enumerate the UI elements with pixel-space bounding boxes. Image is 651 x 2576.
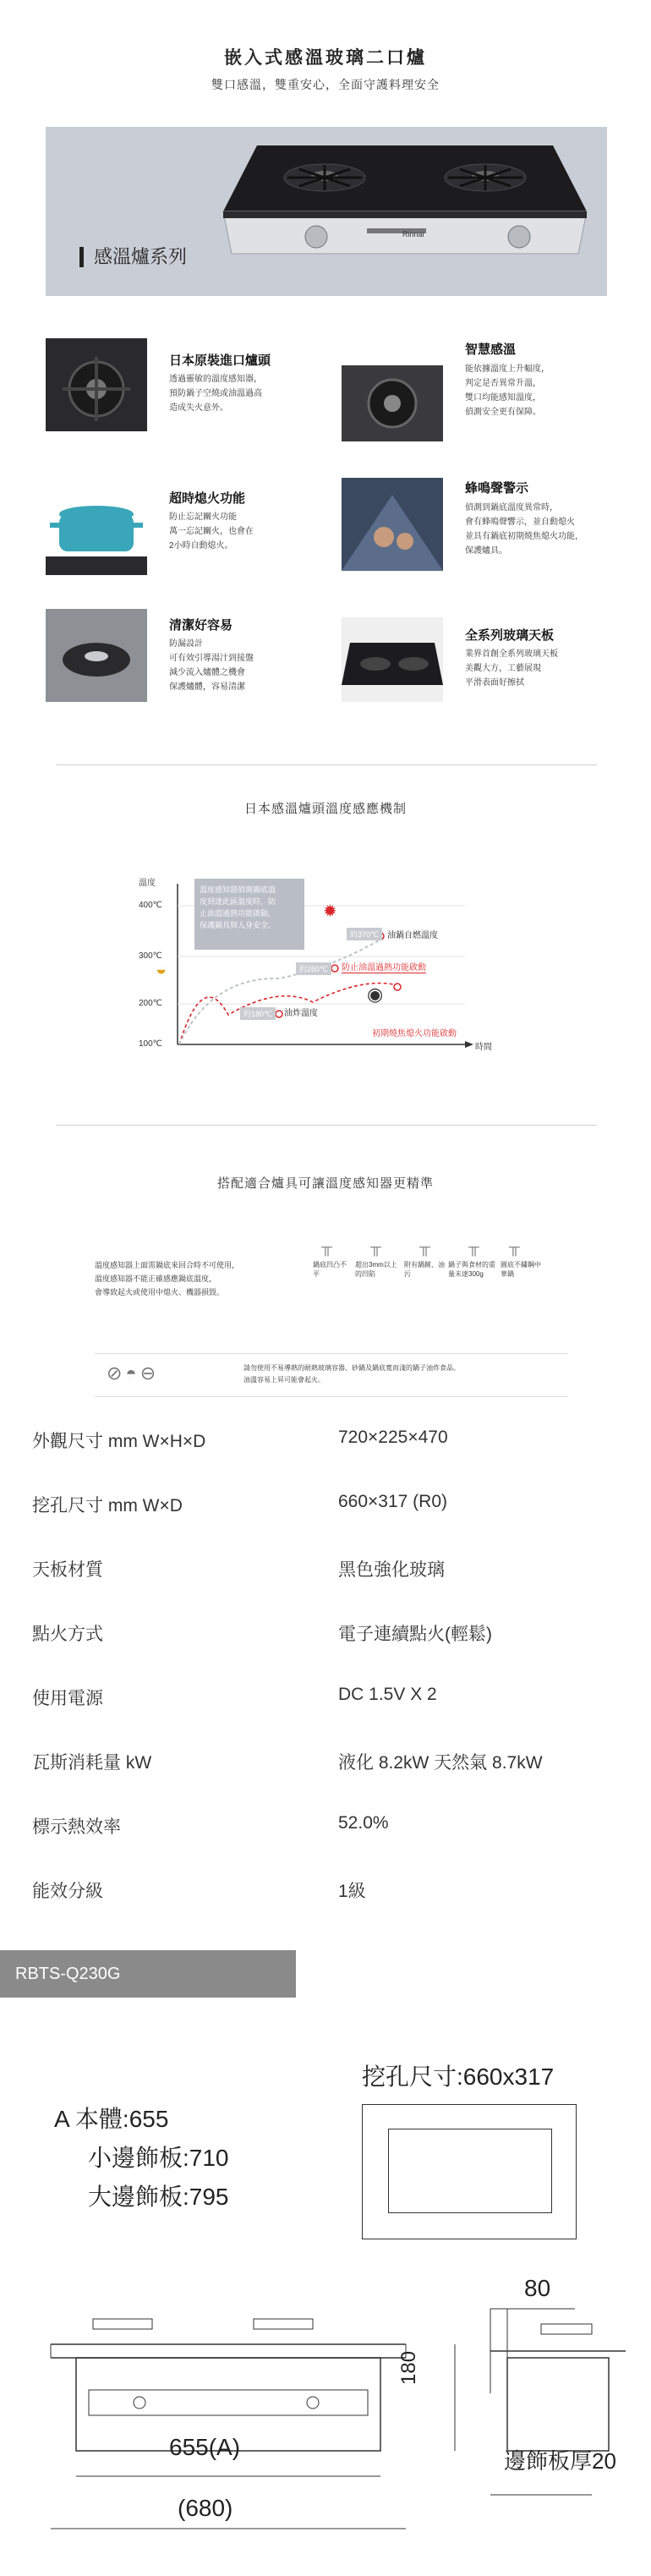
dim-cutout: 挖孔尺寸:660x317 — [362, 2064, 555, 2090]
autoignition-label: 油鍋自燃溫度 — [387, 931, 438, 940]
feature-desc: 透過靈敏的溫度感知器， 預防鍋子空燒或油溫過高 造成失火意外。 — [169, 375, 262, 413]
series-label: 感溫爐系列 — [79, 247, 187, 267]
dim-depth: 80 — [524, 2275, 551, 2301]
temp-point-260: 約260℃ — [296, 962, 331, 975]
cookware-item: 超出3mm以上的凹陷 — [355, 1261, 397, 1278]
spec-label: 外觀尺寸 mm W×H×D — [32, 1432, 206, 1451]
pan-icon: ╥ — [468, 1238, 479, 1255]
overheat-label: 防止油溫過熱功能啟動 — [342, 960, 426, 973]
cutout-inner — [388, 2129, 552, 2213]
brand-badge: Rinnai — [402, 230, 424, 238]
pan-icon: ╥ — [509, 1238, 520, 1255]
spec-value: 1級 — [338, 1882, 366, 1901]
section-divider — [56, 1125, 597, 1126]
feature-desc: 偵測到鍋底溫度異常時， 會有蜂鳴聲響示，並自動熄火 並具有鍋底初期燒焦熄火功能， 保護爐具。 — [465, 503, 583, 556]
pot-image — [46, 482, 147, 575]
spec-value: 720×225×470 — [338, 1428, 448, 1447]
dim-trim-thickness: 邊飾板厚20 — [504, 2448, 616, 2474]
spec-label: 能效分級 — [32, 1882, 103, 1901]
hero-banner — [46, 127, 607, 296]
page-title: 嵌入式感溫玻璃二口爐 — [224, 48, 427, 68]
cookware-icons — [313, 1238, 558, 1306]
cookware-item: 附有鍋鏟、油污 — [404, 1261, 445, 1278]
feature-title: 智慧感溫 — [465, 343, 517, 357]
feature-title: 全系列玻璃天板 — [465, 628, 555, 643]
feature-desc: 防止忘記關火功能 萬一忘記關火，也會在 2小時自動熄火。 — [169, 512, 254, 551]
prohibited-cookware-icons: ⊘◓⊖ — [107, 1362, 160, 1384]
fire-icon: ✹ — [323, 902, 337, 921]
spec-value: 電子連續點火(輕鬆) — [338, 1625, 492, 1644]
temperature-chart — [127, 875, 516, 1061]
burner-grate-image — [342, 365, 443, 458]
y-tick-200: 200℃ — [139, 999, 162, 1008]
cookware-item: 鍋子與食材的重量未達300g — [448, 1261, 495, 1278]
mechanism-title: 日本感溫爐頭溫度感應機制 — [243, 802, 407, 816]
spec-label: 標示熱效率 — [32, 1817, 121, 1837]
feature-title: 超時熄火功能 — [169, 491, 246, 506]
temp-point-180: 約180℃ — [240, 1007, 276, 1020]
spec-label: 挖孔尺寸 mm W×D — [32, 1496, 183, 1515]
stove-illustration — [46, 127, 607, 296]
y-tick-100: 100℃ — [139, 1039, 162, 1049]
dim-small-trim: 小邊飾板:710 — [88, 2145, 229, 2171]
dim-width-a: 655(A) — [169, 2434, 241, 2460]
burnt-pan-icon: ◉ — [367, 984, 384, 1005]
y-tick-400: 400℃ — [139, 901, 162, 910]
spec-value: 液化 8.2kW 天然氣 8.7kW — [338, 1753, 543, 1773]
feature-title: 清潔好容易 — [169, 618, 233, 633]
drip-tray-image — [46, 609, 147, 702]
cookware-title: 搭配適合爐具可讓溫度感知器更精準 — [216, 1176, 434, 1191]
dim-width-total: (680) — [178, 2495, 233, 2521]
pan-icon: ╥ — [370, 1238, 381, 1255]
feature-desc: 防漏設計 可有效引導湯汁到接盤 減少流入爐體之機會 保護爐體，容易清潔 — [169, 639, 254, 692]
burner-closeup-image — [46, 338, 147, 431]
burn-label: 初期燒焦熄火功能啟動 — [372, 1029, 457, 1039]
frying-label: 油炸溫度 — [284, 1009, 318, 1018]
dim-height: 180 — [397, 2350, 420, 2385]
spec-label: 瓦斯消耗量 kW — [32, 1753, 152, 1773]
feature-title: 日本原裝進口爐頭 — [169, 354, 271, 368]
cookware-item: 圓底不鏽鋼中華鍋 — [501, 1261, 541, 1278]
spec-value: 660×317 (R0) — [338, 1492, 448, 1511]
pan-icon: ╥ — [321, 1238, 332, 1255]
x-axis-label: 時間 — [475, 1043, 492, 1052]
page-subtitle: 雙口感溫，雙重安心，全面守護料理安全 — [211, 78, 440, 91]
y-axis-label: 溫度 — [139, 879, 156, 888]
warning-strip — [95, 1353, 568, 1397]
spec-label: 使用電源 — [32, 1689, 103, 1708]
glass-top-image — [342, 617, 443, 710]
spec-value: 黑色強化玻璃 — [338, 1560, 445, 1580]
cutout-diagram — [362, 2104, 577, 2239]
dim-a-body: A 本體:655 — [54, 2106, 169, 2132]
side-diagram — [34, 2283, 643, 2562]
model-bar: RBTS-Q230G — [0, 1950, 296, 1998]
spec-label: 點火方式 — [32, 1625, 103, 1644]
spec-value: DC 1.5V X 2 — [338, 1685, 437, 1704]
feature-desc: 業界首創全系列玻璃天板 美觀大方，工藝展現 平滑表面好擦拭 — [465, 649, 558, 688]
pan-icon: ╥ — [419, 1238, 430, 1255]
cookware-item: 鍋底凹凸不平 — [313, 1261, 347, 1278]
temp-point-370: 約370℃ — [347, 928, 382, 940]
feature-title: 蜂鳴聲警示 — [465, 481, 529, 496]
dim-large-trim: 大邊飾板:795 — [88, 2184, 229, 2210]
frying-pot-icon: ◒ — [156, 958, 167, 979]
feature-desc: 能依據溫度上升幅度， 判定是否異常升溫， 雙口均能感知溫度， 偵測安全更有保障。 — [465, 364, 550, 417]
spec-label: 天板材質 — [32, 1560, 103, 1580]
info-box: 溫度感知器偵測鍋底溫 度到達此區溫度時，防 止油溫過熱功能啟動， 保護鍋具與人身安全。 — [194, 879, 304, 950]
cookware-warning: 請勿使用不易導熱的耐熱玻璃容器、砂鍋及鍋底寬而淺的鍋子油炸食品。 油溫容易上昇可能會起火。 — [243, 1364, 460, 1384]
y-tick-300: 300℃ — [139, 951, 162, 961]
cookware-note: 溫度感知器上面需鍋底來回合時不可使用， 溫度感知器不能正確感應鍋底溫度， 會導致起火或使用中熄火、機器損毀。 — [95, 1261, 240, 1296]
spec-value: 52.0% — [338, 1813, 389, 1833]
family-image — [342, 478, 443, 571]
